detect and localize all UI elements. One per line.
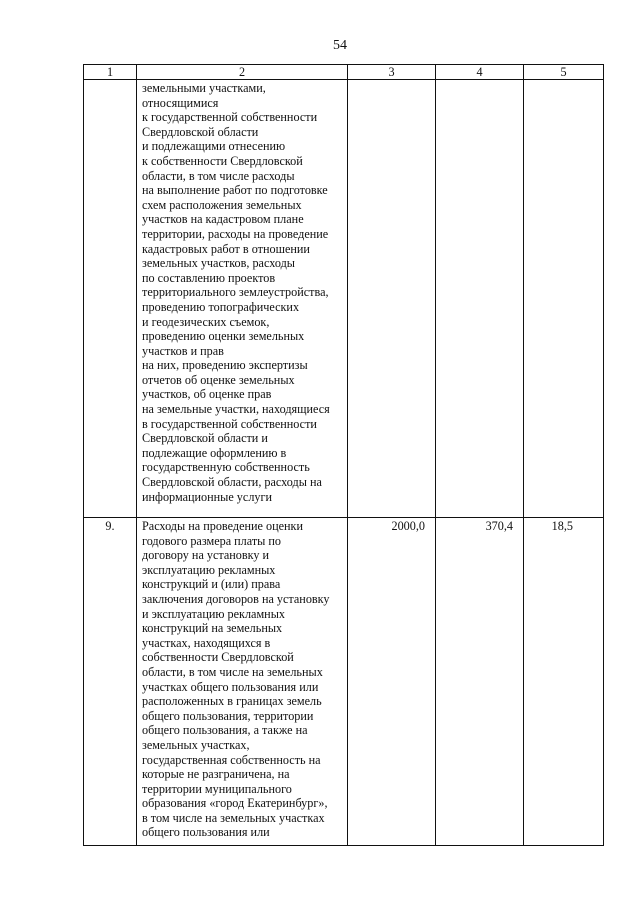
description-line: образования «город Екатеринбург»,	[142, 796, 328, 811]
description-line: собственности Свердловской	[142, 650, 294, 665]
description-line: к собственности Свердловской	[142, 153, 303, 168]
header-col-4: 4	[436, 65, 524, 80]
description-line: участков и прав	[142, 343, 224, 358]
row-index: 9.	[84, 518, 137, 846]
description-line: отчетов об оценке земельных	[142, 372, 295, 387]
description-line: на выполнение работ по подготовке	[142, 183, 328, 198]
description-line: территории, расходы на проведение	[142, 226, 329, 241]
header-col-1: 1	[84, 65, 137, 80]
description-line: участках общего пользования или	[142, 679, 319, 694]
row-value-col5: 18,5	[524, 518, 604, 846]
description-line: земельными участками,	[142, 81, 266, 95]
description-line: Свердловской области	[142, 124, 259, 139]
description-line: информационные услуги	[142, 489, 273, 504]
description-line: годового размера платы по	[142, 533, 282, 548]
description-line: проведению оценки земельных	[142, 329, 305, 344]
description-line: общего пользования или	[142, 825, 270, 840]
description-line: Свердловской области, расходы на	[142, 475, 322, 490]
description-line: области, в том числе на земельных	[142, 664, 323, 679]
description-line: на земельные участки, находящиеся	[142, 402, 330, 417]
description-line: которые не разграничена, на	[142, 767, 290, 782]
description-line: эксплуатацию рекламных	[142, 562, 276, 577]
description-line: области, в том числе расходы	[142, 168, 295, 183]
description-line: конструкций и (или) права	[142, 577, 281, 592]
row-index	[84, 80, 137, 518]
description-line: и эксплуатацию рекламных	[142, 606, 285, 621]
table-header-row	[84, 65, 604, 80]
description-line: Расходы на проведение оценки	[142, 519, 303, 533]
description-line: кадастровых работ в отношении	[142, 241, 310, 256]
row-description	[137, 80, 348, 518]
description-line: конструкций на земельных	[142, 621, 283, 636]
description-line: участков, об оценке прав	[142, 387, 272, 402]
description-line: общего пользования, территории	[142, 708, 314, 723]
description-line: подлежащие оформлению в	[142, 445, 287, 460]
table-row	[84, 518, 604, 846]
row-description	[137, 518, 348, 846]
description-line: Свердловской области и	[142, 431, 268, 446]
description-line: государственная собственность на	[142, 752, 321, 767]
description-line: территориального землеустройства,	[142, 285, 329, 300]
description-line: договору на установку и	[142, 548, 270, 563]
budget-table	[83, 64, 604, 846]
description-line: проведению топографических	[142, 299, 300, 314]
description-line: относящимися	[142, 95, 219, 110]
description-line: участках, находящихся в	[142, 635, 271, 650]
description-line: участков на кадастровом плане	[142, 212, 304, 227]
description-line: земельных участках,	[142, 737, 250, 752]
description-line: на них, проведению экспертизы	[142, 358, 308, 373]
header-col-5: 5	[524, 65, 604, 80]
description-line: земельных участков, расходы	[142, 256, 295, 271]
page-number: 54	[333, 38, 347, 53]
description-line: общего пользования, а также на	[142, 723, 308, 738]
description-line: расположенных в границах земель	[142, 694, 322, 709]
description-line: и подлежащими отнесению	[142, 139, 286, 154]
description-line: по составлению проектов	[142, 270, 276, 285]
description-line: и геодезических съемок,	[142, 314, 270, 329]
description-line: в том числе на земельных участках	[142, 810, 325, 825]
description-line: схем расположения земельных	[142, 197, 302, 212]
row-value-col4: 370,4	[436, 518, 524, 846]
row-value-col3	[348, 80, 436, 518]
header-col-2: 2	[137, 65, 348, 80]
table-row	[84, 80, 604, 518]
description-line: заключения договоров на установку	[142, 591, 330, 606]
row-value-col4	[436, 80, 524, 518]
description-line: территории муниципального	[142, 781, 292, 796]
row-value-col5	[524, 80, 604, 518]
description-line: к государственной собственности	[142, 110, 318, 125]
description-line: в государственной собственности	[142, 416, 317, 431]
header-col-3: 3	[348, 65, 436, 80]
row-value-col3: 2000,0	[348, 518, 436, 846]
description-line: государственную собственность	[142, 460, 310, 475]
